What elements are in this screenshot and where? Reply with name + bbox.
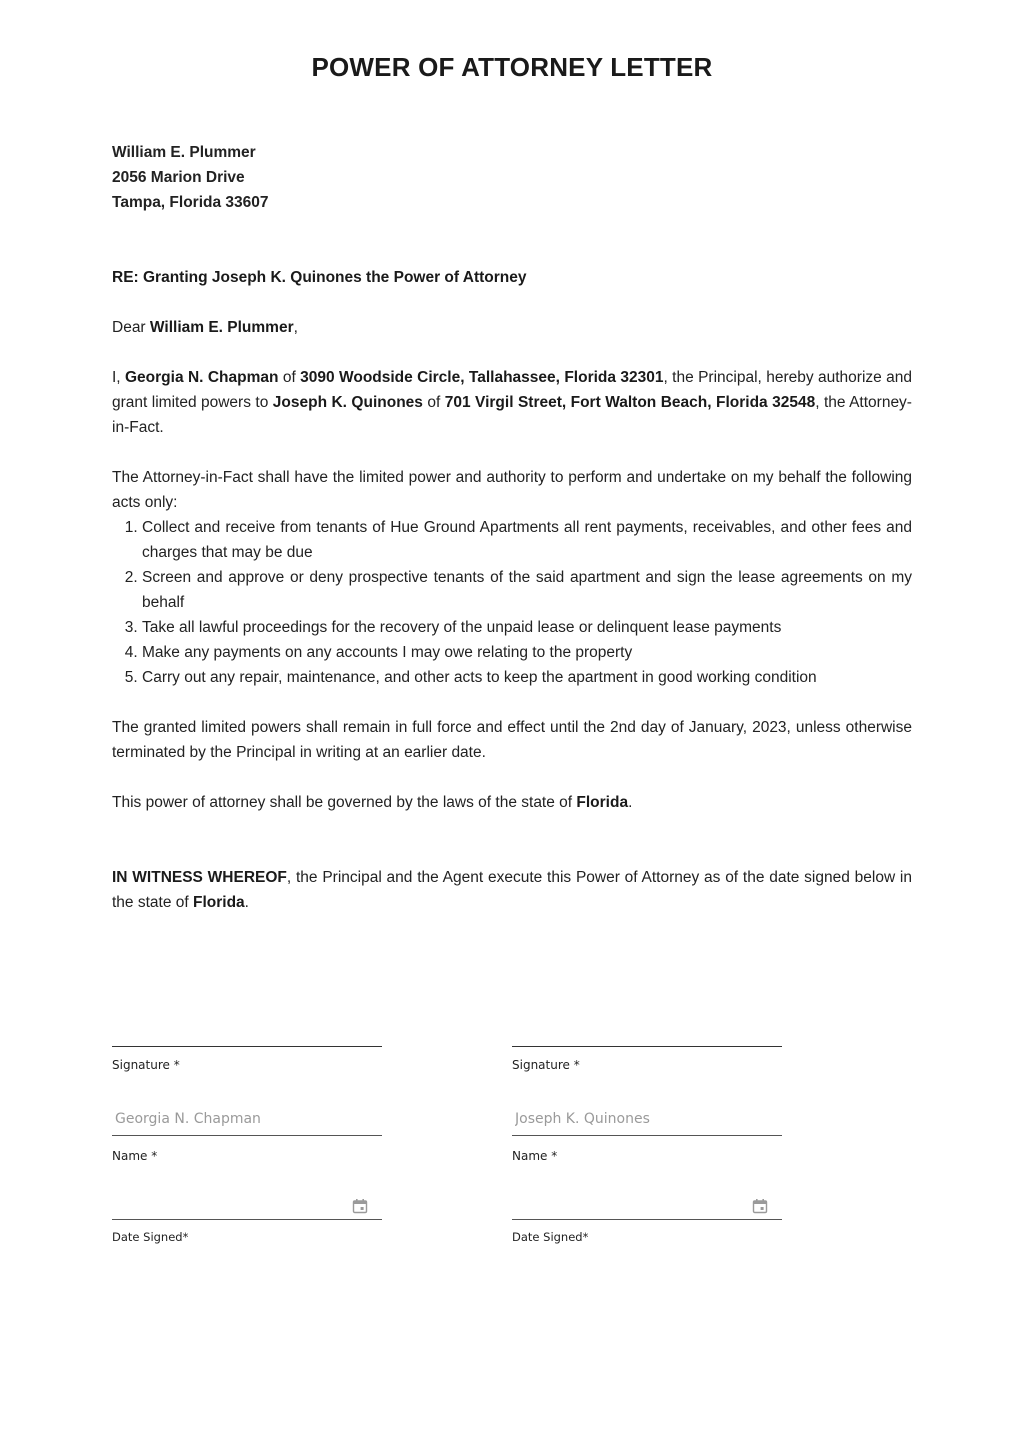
acts-intro: The Attorney-in-Fact shall have the limited power and authority to perform and undertake on my behalf the following acts only:: [112, 469, 912, 511]
signature-label: Signature *: [512, 1058, 580, 1072]
subject-line: [112, 265, 912, 290]
list-item: 4. Make any payments on any accounts I may owe relating to the property: [142, 640, 912, 665]
witness-state: Florida: [193, 894, 245, 911]
grant-text: of: [278, 369, 301, 386]
list-item: 5. Carry out any repair, maintenance, and other acts to keep the apartment in good working condition: [142, 665, 912, 690]
name-field[interactable]: [512, 1102, 782, 1136]
list-item: 2. Screen and approve or deny prospective tenants of the said apartment and sign the lease agreements on my behalf: [142, 565, 912, 615]
attorney-name: Joseph K. Quinones: [272, 394, 423, 411]
attorney-address: 701 Virgil Street, Fort Walton Beach, Florida 32548: [444, 394, 816, 411]
governing-law-paragraph: [112, 790, 912, 815]
governing-state: Florida: [576, 794, 629, 811]
signature-line[interactable]: [512, 1046, 782, 1047]
grant-paragraph: [112, 365, 912, 440]
governing-text: This power of attorney shall be governed by the laws of the state of: [112, 794, 577, 811]
witness-lead: IN WITNESS WHEREOF: [112, 869, 287, 886]
signature-label: Signature *: [112, 1058, 180, 1072]
name-field[interactable]: [112, 1102, 382, 1136]
grant-text: , the Principal, hereby authorize and grant limited powers to: [112, 369, 912, 411]
governing-suffix: .: [628, 794, 633, 811]
witness-suffix: .: [244, 894, 249, 911]
date-signed-label: Date Signed*: [112, 1230, 189, 1244]
letter-body: [112, 140, 912, 915]
principal-name: Georgia N. Chapman: [125, 369, 279, 386]
witness-paragraph: [112, 865, 912, 915]
salutation-name: William E. Plummer: [149, 319, 294, 336]
sender-address: [112, 140, 912, 215]
list-item: 3. Take all lawful proceedings for the recovery of the unpaid lease or delinquent lease payments: [142, 615, 912, 640]
grant-text: of: [422, 394, 445, 411]
principal-address: 3090 Woodside Circle, Tallahassee, Florida 32301: [300, 369, 664, 386]
name-label: Name *: [512, 1149, 558, 1163]
page-title: POWER OF ATTORNEY LETTER: [311, 52, 713, 82]
witness-text: , the Principal and the Agent execute this Power of Attorney as of the date signed below in the state of: [112, 869, 912, 911]
duration-paragraph: The granted limited powers shall remain in full force and effect until the 2nd day of January, 2023, unless otherwise terminated by the Principal in writing at an earlier date.: [112, 719, 912, 761]
sender-street: 2056 Marion Drive: [112, 169, 245, 186]
grant-text: I,: [112, 369, 125, 386]
name-label: Name *: [112, 1149, 158, 1163]
calendar-icon[interactable]: [352, 1198, 368, 1214]
grant-text: , the Attorney-in-Fact.: [112, 394, 912, 436]
date-signed-label: Date Signed*: [512, 1230, 589, 1244]
calendar-icon[interactable]: [752, 1198, 768, 1214]
salutation-suffix: ,: [293, 319, 298, 336]
sender-city: Tampa, Florida 33607: [112, 194, 269, 211]
salutation-prefix: Dear: [112, 319, 150, 336]
salutation: [112, 315, 912, 340]
acts-list: [112, 515, 912, 690]
subject-text: RE: Granting Joseph K. Quinones the Power of Attorney: [112, 269, 527, 286]
date-signed-field[interactable]: [112, 1186, 382, 1220]
list-item: 1. Collect and receive from tenants of Hue Ground Apartments all rent payments, receivables, and other fees and charges that may be due: [142, 515, 912, 565]
date-signed-field[interactable]: [512, 1186, 782, 1220]
signature-line[interactable]: [112, 1046, 382, 1047]
sender-name: William E. Plummer: [112, 144, 256, 161]
